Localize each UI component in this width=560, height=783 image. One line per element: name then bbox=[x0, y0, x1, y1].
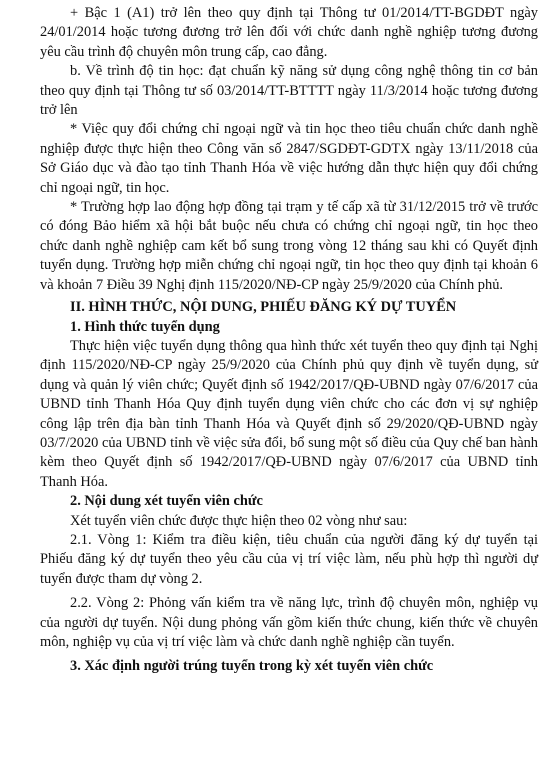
paragraph-it-level: b. Về trình độ tin học: đạt chuẩn kỹ năng sử dụng công nghệ thông tin cơ bản theo quy định tại Thông tư số 03/2014/TT-BTTTT ngày 11/3/2014 hoặc tương đương trở lên bbox=[40, 63, 538, 119]
paragraph-round-1: 2.1. Vòng 1: Kiểm tra điều kiện, tiêu chuẩn của người đăng ký dự tuyển tại Phiếu đăng ký dự tuyển theo yêu cầu của vị trí việc làm, nếu phù hợp thì người dự tuyển được tham dự vòng 2. bbox=[40, 531, 538, 587]
paragraph-certificate-conversion: * Việc quy đổi chứng chỉ ngoại ngữ và tin học theo tiêu chuẩn chức danh nghề nghiệp được thực hiện theo Công văn số 2847/SGDĐT-GDTX ngày 13/11/2018 của Sở Giáo dục và đào tạo tỉnh Thanh Hóa về việc hướng dẫn thực hiện quy đổi chứng chỉ ngoại ngữ, tin học. bbox=[40, 121, 538, 196]
paragraph-contract-workers: * Trường hợp lao động hợp đồng tại trạm y tế cấp xã từ 31/12/2015 trở về trước có đóng Bảo hiểm xã hội bắt buộc nếu chưa có chứng chỉ ngoại ngữ, tin học theo chức danh nghề nghiệp cam kết bổ sung trong vòng 12 tháng sau khi có Quyết định tuyển dụng. Trường hợp miễn chứng chỉ ngoại ngữ, tin học theo quy định tại khoản 6 và khoản 7 Điều 39 Nghị định 115/2020/NĐ-CP ngày 25/9/2020 của Chính phủ. bbox=[40, 199, 538, 293]
subheading-recruitment-content: 2. Nội dung xét tuyển viên chức bbox=[70, 493, 263, 510]
paragraph-recruitment-form: Thực hiện việc tuyển dụng thông qua hình thức xét tuyển theo quy định tại Nghị định 115/2020/NĐ-CP ngày 25/9/2020 của Chính phủ quy định về tuyển dụng, sử dụng và quản lý viên chức; Quyết định số 1942/2017/QĐ-UBND ngày 07/6/2017 của UBND tỉnh Thanh Hóa Quy định tuyển dụng viên chức cho các đơn vị sự nghiệp công lập trên địa bàn tỉnh Thanh Hóa và Quyết định số 29/2020/QĐ-UBND ngày 03/7/2020 của UBND tỉnh về việc sửa đổi, bổ sung một số điều của Quy chế ban hành kèm theo Quyết định số 1942/2017/QĐ-UBND ngày 07/6/2017 của UBND tỉnh Thanh Hóa. bbox=[40, 337, 538, 490]
paragraph-round-2: 2.2. Vòng 2: Phỏng vấn kiểm tra về năng lực, trình độ chuyên môn, nghiệp vụ của người dự tuyển. Nội dung phỏng vấn gồm kiến thức chung, kiến thức về chuyên môn, nghiệp vụ của vị trí việc làm và chức danh nghề nghiệp cần tuyển. bbox=[40, 595, 538, 650]
paragraph-rounds-intro: Xét tuyển viên chức được thực hiện theo 02 vòng như sau: bbox=[70, 512, 408, 529]
section-heading-2: II. HÌNH THỨC, NỘI DUNG, PHIẾU ĐĂNG KÝ DỰ TUYỂN bbox=[70, 299, 457, 316]
paragraph-english-level: + Bậc 1 (A1) trở lên theo quy định tại Thông tư 01/2014/TT-BGDĐT ngày 24/01/2014 hoặc tương đương trở lên đối với chức danh nghề nghiệp tương đương yêu cầu trình độ chuyên môn trung cấp, cao đẳng. bbox=[40, 5, 538, 60]
subheading-winner-determination: 3. Xác định người trúng tuyển trong kỳ xét tuyển viên chức bbox=[70, 658, 434, 675]
subheading-recruitment-form: 1. Hình thức tuyển dụng bbox=[70, 318, 220, 335]
